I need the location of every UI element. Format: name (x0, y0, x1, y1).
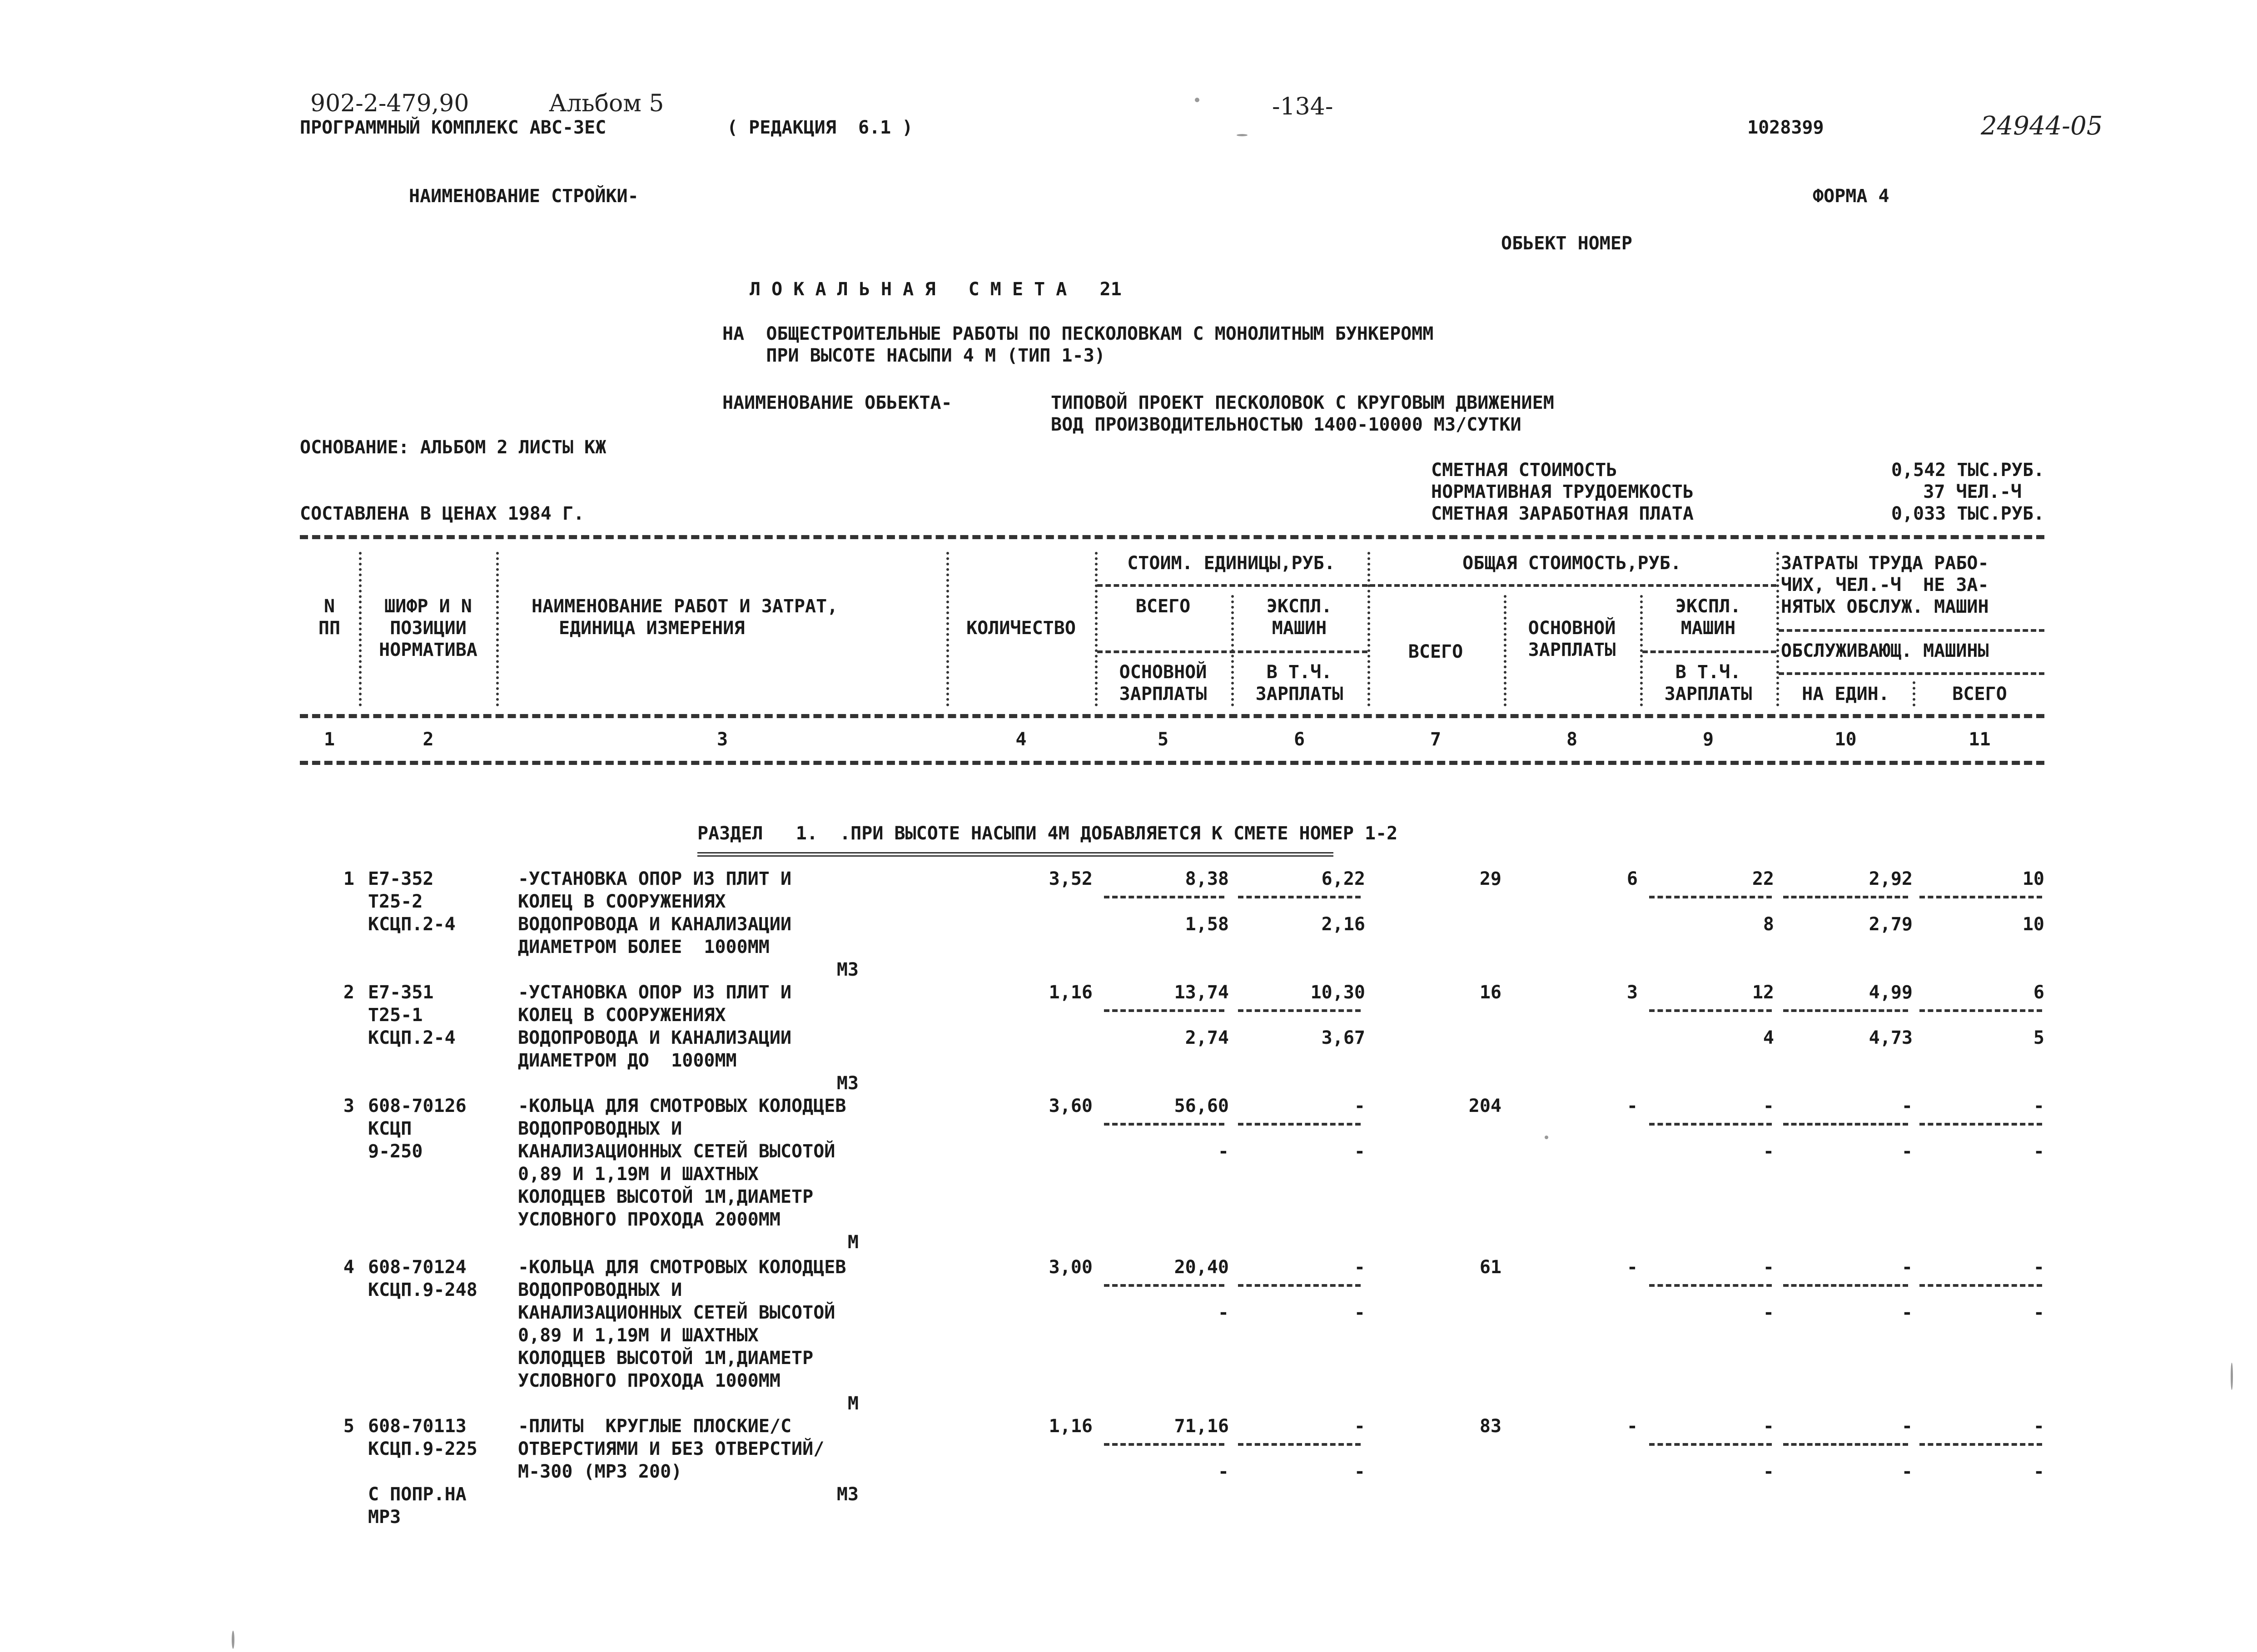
row-c11b: 5 (2033, 1027, 2044, 1048)
inventory-number: 24944-05 (1981, 111, 2103, 141)
row-code: С ПОПР.НА (368, 1484, 467, 1505)
row-sub-rule (1649, 1284, 1772, 1287)
hdr-ekspl-9: ЭКСПЛ. (1675, 596, 1741, 617)
row-c11: 6 (2033, 982, 2044, 1003)
purpose-line-1: НА ОБЩЕСТРОИТЕЛЬНЫЕ РАБОТЫ ПО ПЕСКОЛОВКАМ С МОНОЛИТНЫМ БУНКЕРОММ (722, 323, 1434, 344)
hdr-ekspl-6: ЭКСПЛ. (1266, 596, 1332, 617)
row-c7: 204 (1468, 1096, 1501, 1116)
purpose-line-2: ПРИ ВЫСОТЕ НАСЫПИ 4 М (ТИП 1-3) (722, 345, 1105, 366)
row-c11b: - (2033, 1302, 2044, 1323)
row-c7: 29 (1479, 868, 1501, 889)
row-c10: 4,99 (1869, 982, 1913, 1003)
row-c6: - (1354, 1416, 1365, 1437)
row-c5: 8,38 (1185, 868, 1229, 889)
col-number: 3 (716, 729, 728, 750)
row-c7: 16 (1479, 982, 1501, 1003)
col-number: 11 (1969, 729, 1991, 750)
row-quantity: 3,60 (1049, 1096, 1093, 1116)
summary-value-cost: 0,542 ТЫС.РУБ. (1891, 460, 2044, 481)
row-c11: - (2033, 1257, 2044, 1278)
doc-id: 1028399 (1747, 117, 1824, 138)
col-number: 4 (1015, 729, 1027, 750)
row-code: Е7-351 (368, 982, 434, 1003)
row-code: Т25-2 (368, 891, 423, 912)
col-sep (359, 552, 362, 706)
row-description: КОЛЕЦ В СООРУЖЕНИЯХ (518, 891, 726, 912)
hdr-code-3: НОРМАТИВА (379, 640, 477, 660)
section-title: РАЗДЕЛ 1. .ПРИ ВЫСОТЕ НАСЫПИ 4М ДОБАВЛЯЕТСЯ К СМЕТЕ НОМЕР 1-2 (697, 823, 1398, 844)
row-c10b: - (1901, 1141, 1913, 1162)
row-sub-rule (1238, 896, 1361, 898)
row-sub-rule (1104, 896, 1224, 898)
row-c11: - (2033, 1096, 2044, 1116)
edition-label: ( РЕДАКЦИЯ 6.1 ) (727, 117, 913, 138)
row-sub-rule (1238, 1443, 1361, 1446)
row-c8: 6 (1626, 868, 1638, 889)
object-name-line-2: ВОД ПРОИЗВОДИТЕЛЬНОСТЬЮ 1400-10000 М3/СУТКИ (1051, 414, 1521, 435)
col-number: 5 (1157, 729, 1169, 750)
row-c6b: 2,16 (1321, 914, 1365, 935)
estimate-title: Л О К А Л Ь Н А Я С М Е Т А 21 (750, 279, 1122, 300)
row-c5b: 2,74 (1185, 1027, 1229, 1048)
row-code: КСЦП.2-4 (368, 1027, 456, 1048)
hdr-pp: ПП (318, 618, 341, 639)
row-code: КСЦП.2-4 (368, 914, 456, 935)
row-c5b: 1,58 (1185, 914, 1229, 935)
row-description: -УСТАНОВКА ОПОР ИЗ ПЛИТ И (518, 982, 792, 1003)
hdr-code-2: ПОЗИЦИИ (390, 618, 467, 639)
object-number-label: ОБЬЕКТ НОМЕР (1501, 233, 1632, 254)
row-c6b: 3,67 (1321, 1027, 1365, 1048)
row-sub-rule (1783, 1284, 1908, 1287)
col-number: 10 (1834, 729, 1857, 750)
row-c8: - (1626, 1096, 1638, 1116)
row-c10b: 4,73 (1869, 1027, 1913, 1048)
hdr-rule-labor-1 (1779, 629, 2044, 632)
scan-speck (1545, 1136, 1548, 1139)
row-sub-rule (1238, 1123, 1361, 1126)
row-c11b: - (2033, 1141, 2044, 1162)
row-description: КАНАЛИЗАЦИОННЫХ СЕТЕЙ ВЫСОТОЙ (518, 1141, 835, 1162)
hdr-name-1: НАИМЕНОВАНИЕ РАБОТ И ЗАТРАТ, (532, 596, 838, 617)
hdr-total: ВСЕГО (1952, 684, 2007, 704)
scan-speck (1195, 98, 1199, 102)
row-quantity: 3,52 (1049, 868, 1093, 889)
row-c7: 61 (1479, 1257, 1501, 1278)
hdr-vsego-7: ВСЕГО (1408, 641, 1463, 662)
table-header-rule (300, 714, 2044, 718)
object-name-label: НАИМЕНОВАНИЕ ОБЬЕКТА- (722, 392, 952, 413)
hdr-unit-cost-group: СТОИМ. ЕДИНИЦЫ,РУБ. (1127, 553, 1335, 574)
row-c10: - (1901, 1416, 1913, 1437)
row-sub-rule (1649, 1123, 1772, 1126)
summary-label-wage: СМЕТНАЯ ЗАРАБОТНАЯ ПЛАТА (1431, 503, 1694, 524)
row-description: ОТВЕРСТИЯМИ И БЕЗ ОТВЕРСТИЙ/ (518, 1439, 825, 1459)
hdr-name-2: ЕДИНИЦА ИЗМЕРЕНИЯ (559, 618, 745, 639)
doc-code: 902-2-479,90 (310, 90, 469, 117)
row-description: -УСТАНОВКА ОПОР ИЗ ПЛИТ И (518, 868, 792, 889)
section-title-underline (697, 852, 1333, 857)
col-number: 2 (423, 729, 434, 750)
row-description: КОЛОДЦЕВ ВЫСОТОЙ 1М,ДИАМЕТР (518, 1186, 814, 1207)
hdr-rule-ekspl (1642, 650, 1776, 653)
row-description: ВОДОПРОВОДНЫХ И (518, 1280, 682, 1300)
row-unit: М (847, 1232, 859, 1253)
row-sub-rule (1919, 1284, 2042, 1287)
object-name-line-1: ТИПОВОЙ ПРОЕКТ ПЕСКОЛОВОК С КРУГОВЫМ ДВИЖЕНИЕМ (1051, 392, 1554, 413)
row-unit: М3 (836, 1073, 859, 1094)
hdr-osn-8: ОСНОВНОЙ (1528, 618, 1616, 639)
col-number: 6 (1293, 729, 1305, 750)
row-c9: 22 (1752, 868, 1774, 889)
row-description: ДИАМЕТРОМ ДО 1000ММ (518, 1050, 737, 1071)
form-label: ФОРМА 4 (1813, 186, 1889, 207)
row-sub-rule (1783, 896, 1908, 898)
hdr-vtch-6: В Т.Ч. (1266, 662, 1332, 683)
row-unit: М3 (836, 1484, 859, 1505)
row-description: ДИАМЕТРОМ БОЛЕЕ 1000ММ (518, 937, 770, 957)
hdr-vsego-5: ВСЕГО (1135, 596, 1191, 617)
row-code: 608-70113 (368, 1416, 467, 1437)
summary-value-wage: 0,033 ТЫС.РУБ. (1891, 503, 2044, 524)
row-c10: - (1901, 1096, 1913, 1116)
row-c10b: - (1901, 1302, 1913, 1323)
row-code: 608-70126 (368, 1096, 467, 1116)
row-sub-rule (1649, 896, 1772, 898)
row-c6b: - (1354, 1461, 1365, 1482)
row-c11b: 10 (2022, 914, 2044, 935)
hdr-vtch-9: В Т.Ч. (1675, 662, 1741, 683)
row-description: 0,89 И 1,19М И ШАХТНЫХ (518, 1164, 759, 1185)
hdr-mashin-6: МАШИН (1272, 618, 1327, 639)
row-sub-rule (1104, 1123, 1224, 1126)
album-label: Альбом 5 (549, 90, 664, 117)
row-c5: 20,40 (1174, 1257, 1229, 1278)
row-number: 1 (343, 868, 354, 889)
row-code: Т25-1 (368, 1005, 423, 1026)
row-sub-rule (1104, 1443, 1224, 1446)
row-code: КСЦП.9-225 (368, 1439, 477, 1459)
hdr-zp-6: ЗАРПЛАТЫ (1255, 684, 1343, 704)
row-c6b: - (1354, 1141, 1365, 1162)
col-sep (496, 552, 499, 706)
hdr-per-unit: НА ЕДИН. (1802, 684, 1889, 704)
row-c8: - (1626, 1257, 1638, 1278)
row-c9: - (1763, 1416, 1774, 1437)
row-number: 2 (343, 982, 354, 1003)
row-sub-rule (1238, 1009, 1361, 1012)
row-c9: 12 (1752, 982, 1774, 1003)
row-description: -КОЛЬЦА ДЛЯ СМОТРОВЫХ КОЛОДЦЕВ (518, 1257, 846, 1278)
row-sub-rule (1649, 1009, 1772, 1012)
row-c10b: 2,79 (1869, 914, 1913, 935)
row-description: 0,89 И 1,19М И ШАХТНЫХ (518, 1325, 759, 1346)
basis-label: ОСНОВАНИЕ: АЛЬБОМ 2 ЛИСТЫ КЖ (300, 437, 607, 458)
row-c11b: - (2033, 1461, 2044, 1482)
row-c7: 83 (1479, 1416, 1501, 1437)
col-number: 8 (1566, 729, 1578, 750)
row-code: Е7-352 (368, 868, 434, 889)
hdr-rule-total-cost (1370, 584, 1776, 587)
hdr-zp-9: ЗАРПЛАТЫ (1664, 684, 1752, 704)
row-sub-rule (1919, 896, 2042, 898)
row-c9b: 8 (1763, 914, 1774, 935)
row-sub-rule (1919, 1009, 2042, 1012)
row-code: 9-250 (368, 1141, 423, 1162)
row-c8: - (1626, 1416, 1638, 1437)
row-description: ВОДОПРОВОДА И КАНАЛИЗАЦИИ (518, 1027, 792, 1048)
row-description: -ПЛИТЫ КРУГЛЫЕ ПЛОСКИЕ/С (518, 1416, 792, 1437)
scan-speck (232, 1631, 234, 1649)
col-number: 1 (323, 729, 335, 750)
hdr-rule-unit-sub (1097, 650, 1367, 653)
col-sep (946, 552, 949, 706)
row-c6: - (1354, 1257, 1365, 1278)
row-description: УСЛОВНОГО ПРОХОДА 1000ММ (518, 1370, 781, 1391)
row-c6: 10,30 (1310, 982, 1365, 1003)
row-quantity: 1,16 (1049, 1416, 1093, 1437)
hdr-zp-8: ЗАРПЛАТЫ (1528, 640, 1616, 660)
row-c9: - (1763, 1096, 1774, 1116)
table-numbers-rule (300, 761, 2044, 765)
hdr-labor-3: НЯТЫХ ОБСЛУЖ. МАШИН (1781, 596, 1989, 617)
construction-label: НАИМЕНОВАНИЕ СТРОЙКИ- (409, 186, 639, 207)
row-code: МР3 (368, 1507, 401, 1528)
hdr-quantity: КОЛИЧЕСТВО (966, 618, 1076, 639)
row-quantity: 1,16 (1049, 982, 1093, 1003)
scan-speck (1237, 134, 1248, 136)
row-c10: 2,92 (1869, 868, 1913, 889)
row-description: -КОЛЬЦА ДЛЯ СМОТРОВЫХ КОЛОДЦЕВ (518, 1096, 846, 1116)
row-sub-rule (1919, 1443, 2042, 1446)
row-c11: - (2033, 1416, 2044, 1437)
summary-label-cost: СМЕТНАЯ СТОИМОСТЬ (1431, 460, 1617, 481)
row-c5b: - (1218, 1302, 1229, 1323)
row-c11: 10 (2022, 868, 2044, 889)
row-sub-rule (1783, 1123, 1908, 1126)
page-number: -134- (1272, 93, 1333, 120)
row-c5: 56,60 (1174, 1096, 1229, 1116)
row-c10b: - (1901, 1461, 1913, 1482)
row-sub-rule (1919, 1123, 2042, 1126)
col-number: 7 (1430, 729, 1442, 750)
prices-label: СОСТАВЛЕНА В ЦЕНАХ 1984 Г. (300, 503, 585, 524)
scan-speck (2231, 1363, 2233, 1390)
row-c6: 6,22 (1321, 868, 1365, 889)
row-c9b: - (1763, 1461, 1774, 1482)
row-sub-rule (1649, 1443, 1772, 1446)
row-c9: - (1763, 1257, 1774, 1278)
row-code: 608-70124 (368, 1257, 467, 1278)
hdr-rule-labor-2 (1779, 672, 2044, 675)
row-description: ВОДОПРОВОДНЫХ И (518, 1118, 682, 1139)
row-code: КСЦП (368, 1118, 412, 1139)
col-sep (1367, 552, 1370, 706)
program-name: ПРОГРАММНЫЙ КОМПЛЕКС АВС-3ЕС (300, 117, 607, 138)
row-unit: М3 (836, 959, 859, 980)
row-c5b: - (1218, 1141, 1229, 1162)
row-c6b: - (1354, 1302, 1365, 1323)
row-sub-rule (1783, 1009, 1908, 1012)
row-sub-rule (1783, 1443, 1908, 1446)
row-c9b: - (1763, 1302, 1774, 1323)
table-top-rule (300, 535, 2044, 539)
row-c5: 71,16 (1174, 1416, 1229, 1437)
hdr-labor-1: ЗАТРАТЫ ТРУДА РАБО- (1781, 553, 1989, 574)
row-c9b: 4 (1763, 1027, 1774, 1048)
row-sub-rule (1238, 1284, 1361, 1287)
row-description: М-300 (МР3 200) (518, 1461, 682, 1482)
hdr-total-cost-group: ОБЩАЯ СТОИМОСТЬ,РУБ. (1462, 553, 1681, 574)
row-unit: М (847, 1393, 859, 1414)
col-number: 9 (1702, 729, 1714, 750)
row-number: 5 (343, 1416, 354, 1437)
row-code: КСЦП.9-248 (368, 1280, 477, 1300)
row-c5: 13,74 (1174, 982, 1229, 1003)
row-sub-rule (1104, 1009, 1224, 1012)
row-description: КОЛОДЦЕВ ВЫСОТОЙ 1М,ДИАМЕТР (518, 1348, 814, 1369)
row-description: УСЛОВНОГО ПРОХОДА 2000ММ (518, 1209, 781, 1230)
row-c6: - (1354, 1096, 1365, 1116)
row-c9b: - (1763, 1141, 1774, 1162)
hdr-rule-unit-cost (1097, 584, 1367, 587)
row-description: ВОДОПРОВОДА И КАНАЛИЗАЦИИ (518, 914, 792, 935)
row-description: КАНАЛИЗАЦИОННЫХ СЕТЕЙ ВЫСОТОЙ (518, 1302, 835, 1323)
row-number: 3 (343, 1096, 354, 1116)
row-c10: - (1901, 1257, 1913, 1278)
row-description: КОЛЕЦ В СООРУЖЕНИЯХ (518, 1005, 726, 1026)
hdr-labor-2: ЧИХ, ЧЕЛ.-Ч НЕ ЗА- (1781, 575, 1989, 595)
hdr-labor-sub: ОБСЛУЖИВАЮЩ. МАШИНЫ (1781, 640, 1989, 661)
row-sub-rule (1104, 1284, 1224, 1287)
hdr-zp-5: ЗАРПЛАТЫ (1119, 684, 1207, 704)
hdr-osn-5: ОСНОВНОЙ (1119, 662, 1207, 683)
row-number: 4 (343, 1257, 354, 1278)
row-quantity: 3,00 (1049, 1257, 1093, 1278)
row-c8: 3 (1626, 982, 1638, 1003)
summary-label-labor: НОРМАТИВНАЯ ТРУДОЕМКОСТЬ (1431, 481, 1694, 502)
row-c5b: - (1218, 1461, 1229, 1482)
hdr-n: N (323, 596, 335, 617)
summary-value-labor: 37 ЧЕЛ.-Ч (1923, 481, 2022, 502)
hdr-mashin-9: МАШИН (1680, 618, 1736, 639)
hdr-code-1: ШИФР И N (384, 596, 472, 617)
